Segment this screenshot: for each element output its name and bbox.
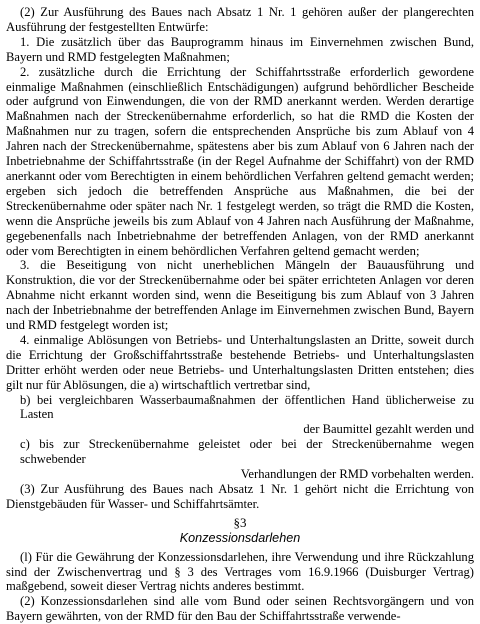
list-item-1: 1. Die zusätzlich über das Bauprogramm hinaus im Einvernehmen zwischen Bund, Bayern und RMD festgelegten Maßnahmen; (6, 34, 474, 64)
list-item-4: 4. einmalige Ablösungen von Betriebs- und Unterhaltungslasten an Dritte, soweit durch die Errichtung der Großschiffahrtsstraße bestehende Betriebs- und Unterhaltungslasten Dritter erhöht werden oder neue Betriebs- und Unterhaltungslasten Dritten entstehen; dies gilt nur für Ablösungen, die a) wirtschaftlich vertretbar sind, (6, 332, 474, 392)
paragraph-3: (3) Zur Ausführung des Baues nach Absatz 1 Nr. 1 gehört nicht die Errichtung von Dienstgebäuden für Wasser- und Schiffahrtsämter. (6, 482, 474, 511)
list-item-4c-line-2: Verhandlungen der RMD vorbehalten werden. (240, 467, 474, 482)
section-paragraph-2: (2) Konzessionsdarlehen sind alle vom Bund oder seinen Rechtsvorgängern und von Bayern gewährten, von der RMD für den Bau der Schiffahrtsstraße verwende- (6, 594, 474, 624)
list-item-4b-line-1: b) bei vergleichbaren Wasserbaumaßnahmen der öffentlichen Hand üblicherweise zu Lasten (20, 392, 474, 422)
list-item-4c-line-1: c) bis zur Streckenübernahme geleistet oder bei der Streckenübernahme wegen schwebender (20, 437, 474, 467)
section-number: §3 (233, 514, 247, 530)
section-paragraph-1: (l) Für die Gewährung der Konzessionsdarlehen, ihre Verwendung und ihre Rückzahlung sind der Zwischenvertrag und § 3 des Vertrages vom 16.9.1966 (Duisburger Vertrag) maßgebend, soweit dieser Vertrag nichts anderes bestimmt. (6, 549, 474, 594)
list-item-4b-line-2: der Baumittel gezahlt werden und (303, 422, 474, 437)
list-item-2: 2. zusätzliche durch die Errichtung der Schiffahrtsstraße erforderlich gewordene einmalige Maßnahmen (einschließlich Entschädigungen) aufgrund behördlicher Bescheide oder aufgrund von Einwendungen, die von der RMD anerkannt werden. Werden derartige Maßnahmen nach der Streckenübernahme erforderlich, so hat die RMD die Kosten der Maßnahmen nur zu tragen, sofern die entsprechenden Ansprüche bis zum Ablauf von 4 Jahren nach der Streckenübernahme, spätestens aber bis zum Ablauf von 6 Jahren nach der Inbetriebnahme der Schiffahrtsstraße (in der Regel Aufnahme der Schiffahrt) von der RMD anerkannt oder vom Berechtigten in einem behördlichen Verfahren geltend gemacht werden; ergeben sich jedoch die betreffenden Ansprüche aus Maßnahmen, die bei der Streckenübernahme oder später nach Nr. 1 festgelegt werden, so trägt die RMD die Kosten, wenn die Ansprüche jeweils bis zum Ablauf von 4 Jahren nach Ausführung der Maßnahme, gegebenenfalls nach Inbetriebnahme der betreffenden Anlagen, von der RMD anerkannt oder vom Berechtigten in einem behördlichen Verfahren geltend gemacht werden; (6, 64, 474, 258)
section-title: Konzessionsdarlehen (179, 530, 301, 545)
paragraph-2-intro: (2) Zur Ausführung des Baues nach Absatz 1 Nr. 1 gehören außer der plangerechten Ausführung der festgestellten Entwürfe: (6, 5, 474, 34)
list-item-3: 3. die Beseitigung von nicht unerheblichen Mängeln der Bauausführung und Konstruktion, die vor der Streckenübernahme oder bei später errichteten Anlagen vor deren Abnahme nicht erkannt worden sind, wenn die Beseitigung bis zum Ablauf von 3 Jahren nach der Inbetriebnahme der betreffenden Anlage im Einvernehmen zwischen Bund, Bayern und RMD festgelegt worden ist; (6, 258, 474, 333)
